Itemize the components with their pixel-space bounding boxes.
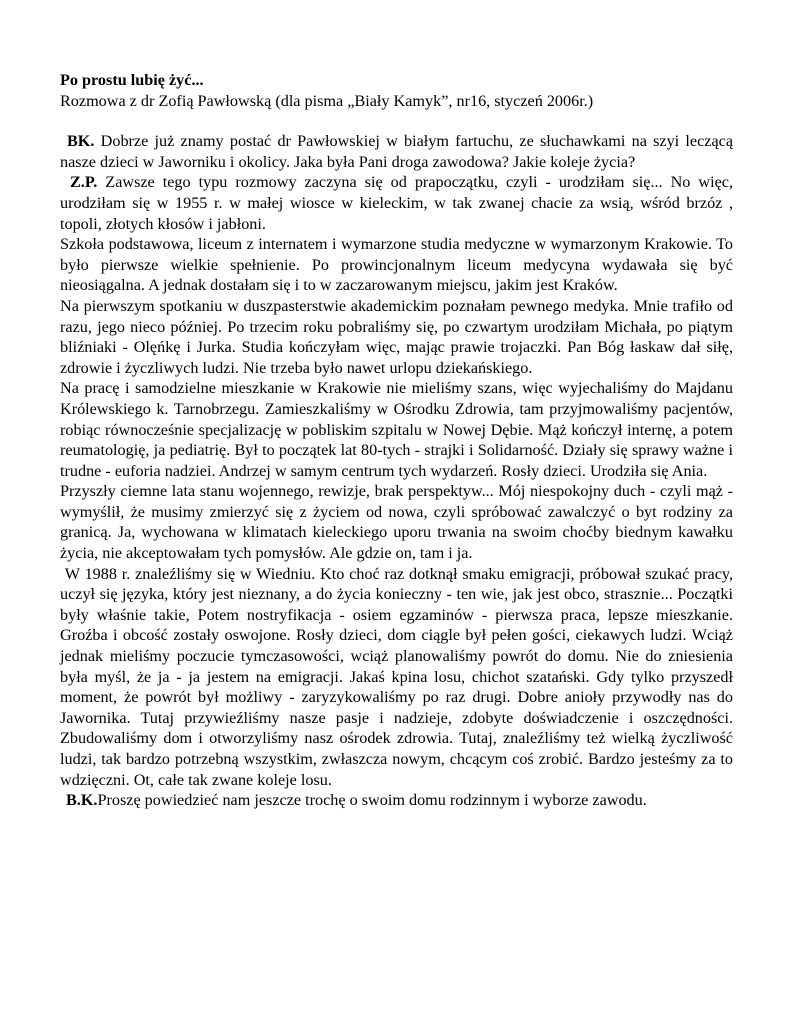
paragraph-answer-2 xyxy=(60,234,733,296)
paragraph-text: Zawsze tego typu rozmowy zaczyna się od prapoczątku, czyli - urodziłam się... No więc, urodziłam się w 1955 r. w małej wiosce w kieleckim, w tak zwanej chacie za wsią, wśród brzóz , topoli, złotych kłosów i jabłoni. xyxy=(60,173,733,233)
paragraph-text: Na pracę i samodzielne mieszkanie w Krakowie nie mieliśmy szans, więc wyjechaliśmy do Majdanu Królewskiego k. Tarnobrzegu. Zamieszkaliśmy w Ośrodku Zdrowia, tam przyjmowaliśmy pacjentów, robiąc równocześnie specjalizację w pobliskim szpitalu w Nowej Dębie. Mąż kończył internę, a potem reumatologię, ja pediatrię. Był to początek lat 80-tych - strajki i Solidarność. Działy się sprawy ważne i trudne - euforia nadziei. Andrzej w samym centrum tych wydarzeń. Rosły dzieci. Urodziła się Ania. xyxy=(60,379,733,480)
paragraph-text: Szkoła podstawowa, liceum z internatem i wymarzone studia medyczne w wymarzonym Krakowie. To było pierwsze wielkie spełnienie. Po prowincjonalnym liceum medycyna wydawała się być nieosiągalna. A jednak dostałam się i to w zaczarowanym miejscu, jakim jest Kraków. xyxy=(60,235,733,295)
paragraph-answer-6 xyxy=(60,564,738,791)
paragraph-text: Dobrze już znamy postać dr Pawłowskiej w białym fartuchu, ze słuchawkami na szyi leczącą nasze dzieci w Jaworniku i okolicy. Jaka była Pani droga zawodowa? Jakie koleje życia? xyxy=(60,132,733,171)
paragraph-text: Proszę powiedzieć nam jeszcze trochę o swoim domu rodzinnym i wyborze zawodu. xyxy=(97,791,647,810)
speaker-label: B.K. xyxy=(66,791,98,810)
paragraph-answer-3 xyxy=(60,296,733,378)
paragraph-question-2 xyxy=(60,790,733,811)
paragraph-answer-1 xyxy=(60,172,733,234)
paragraph-text: W 1988 r. znaleźliśmy się w Wiedniu. Kto choć raz dotknął smaku emigracji, próbował szukać pracy, uczył się języka, który jest nieznany, a do życia konieczny - ten wie, jak jest obco, strasznie... Początki były właśnie takie, Potem nostryfikacja - osiem egzaminów - pierwsza praca, lepsze mieszkanie. Groźba i obcość zostały oswojone. Rosły dzieci, dom ciągle był pełen gości, ciekawych ludzi. Wciąż jednak mieliśmy poczucie tymczasowości, wciąż planowaliśmy powrót do domu. Nie do zniesienia była myśl, że ja - ja jestem na emigracji. Jakaś kpina losu, chichot szatański. Gdy tylko przyszedł moment, że powrót był możliwy - zaryzykowaliśmy po raz drugi. Dobre anioły przywodły nas do Jawornika. Tutaj przywieźliśmy nasze pasje i nadzieje, zdobyte doświadczenie i oszczędności. Zbudowaliśmy dom i otworzyliśmy nasz ośrodek zdrowia. Tutaj, znaleźliśmy też wielką życzliwość ludzi, tak bardzo potrzebną wszystkim, zwłaszcza nowym, chcącym coś zrobić. Bardzo jesteśmy za to wdzięczni. Ot, całe tak zwane koleje losu. xyxy=(60,564,738,789)
paragraph-text: Na pierwszym spotkaniu w duszpasterstwie akademickim poznałam pewnego medyka. Mnie trafiło od razu, jego nieco później. Po trzecim roku pobraliśmy się, po czwartym urodziłam Michała, po piątym bliźniaki - Olęńkę i Jurka. Studia kończyłam więc, mając prawie trojaczki. Pan Bóg łaskaw dał siłę, zdrowie i życzliwych ludzi. Nie trzeba było nawet urlopu dziekańskiego. xyxy=(60,296,733,377)
article-title: Po prostu lubię żyć... xyxy=(60,71,204,89)
paragraph-text: Przyszły ciemne lata stanu wojennego, rewizje, brak perspektyw... Mój niespokojny duch - czyli mąż - wymyślił, że musimy zmierzyć się z życiem od nowa, czyli spróbować zawalczyć o byt rodziny za granicą. Ja, wychowana w klimatach kieleckiego uporu trwania na swoim choćby biednym kawałku życia, nie akceptowałam tych pomysłów. Ale gdzie on, tam i ja. xyxy=(60,482,733,563)
speaker-label: Z.P. xyxy=(70,173,98,192)
article-subtitle: Rozmowa z dr Zofią Pawłowską (dla pisma „Biały Kamyk”, nr16, styczeń 2006r.) xyxy=(60,91,594,110)
speaker-label: BK. xyxy=(67,132,95,151)
paragraph-answer-4 xyxy=(60,378,733,481)
paragraph-answer-5 xyxy=(60,481,733,563)
document-page xyxy=(60,70,738,811)
paragraph-question-1 xyxy=(60,131,733,172)
